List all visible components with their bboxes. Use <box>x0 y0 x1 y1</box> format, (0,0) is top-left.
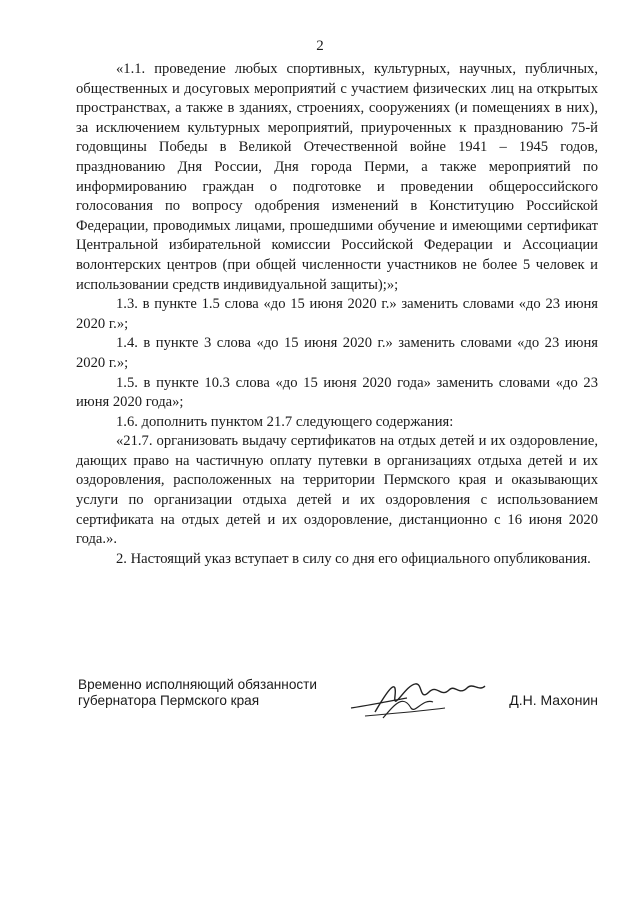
paragraph-1-3: 1.3. в пункте 1.5 слова «до 15 июня 2020 г.» заменить словами «до 23 июня 2020 г.»; <box>76 296 598 332</box>
paragraph-21-7: «21.7. организовать выдачу сертификатов на отдых детей и их оздоровление, дающих право на частичную оплату путевки в организациях отдыха детей и их оздоровления, расположенных на территории Пермского края и оказывающих услуги по организации отдыха детей и их оздоровления с использованием сертификата на отдых детей и их оздоровление, дистанционно с 16 июня 2020 года.». <box>76 433 598 548</box>
paragraph-1-5: 1.5. в пункте 10.3 слова «до 15 июня 2020 года» заменить словами «до 23 июня 2020 года»; <box>76 374 598 411</box>
signatory-name: Д.Н. Махонин <box>509 692 598 708</box>
signatory-position-line2: губернатора Пермского края <box>78 692 260 708</box>
paragraph-1-4: 1.4. в пункте 3 слова «до 15 июня 2020 г.» заменить словами «до 23 июня 2020 г.»; <box>76 335 598 371</box>
paragraph-2: 2. Настоящий указ вступает в силу со дня его официального опубликования. <box>116 550 591 567</box>
signatory-position <box>78 677 317 708</box>
handwritten-signature <box>345 668 495 728</box>
document-body <box>76 60 598 569</box>
page-number: 2 <box>316 38 324 54</box>
paragraph-1-6: 1.6. дополнить пунктом 21.7 следующего содержания: <box>116 413 454 430</box>
paragraph-1-1: «1.1. проведение любых спортивных, культурных, научных, публичных, общественных и досуговых мероприятий с участием физических лиц на открытых пространствах, а также в зданиях, строениях, сооружениях (и помещениях в них), за исключением культурных мероприятий, приуроченных к празднованию 75-й годовщины Победы в Великой Отечественной войне 1941 – 1945 годов, празднованию Дня России, Дня города Перми, а также мероприятий по информированию граждан о подготовке и проведении общероссийского голосования по вопросу одобрения изменений в Конституцию Российской Федерации, проводимых лицами, прошедшими обучение и имеющими сертификат Центральной избирательной комиссии Российской Федерации и Ассоциации волонтерских центров (при общей численности участников не более 5 человек и использовании средств индивидуальной защиты);»; <box>76 61 598 293</box>
signatory-position-line1: Временно исполняющий обязанности <box>78 677 317 692</box>
